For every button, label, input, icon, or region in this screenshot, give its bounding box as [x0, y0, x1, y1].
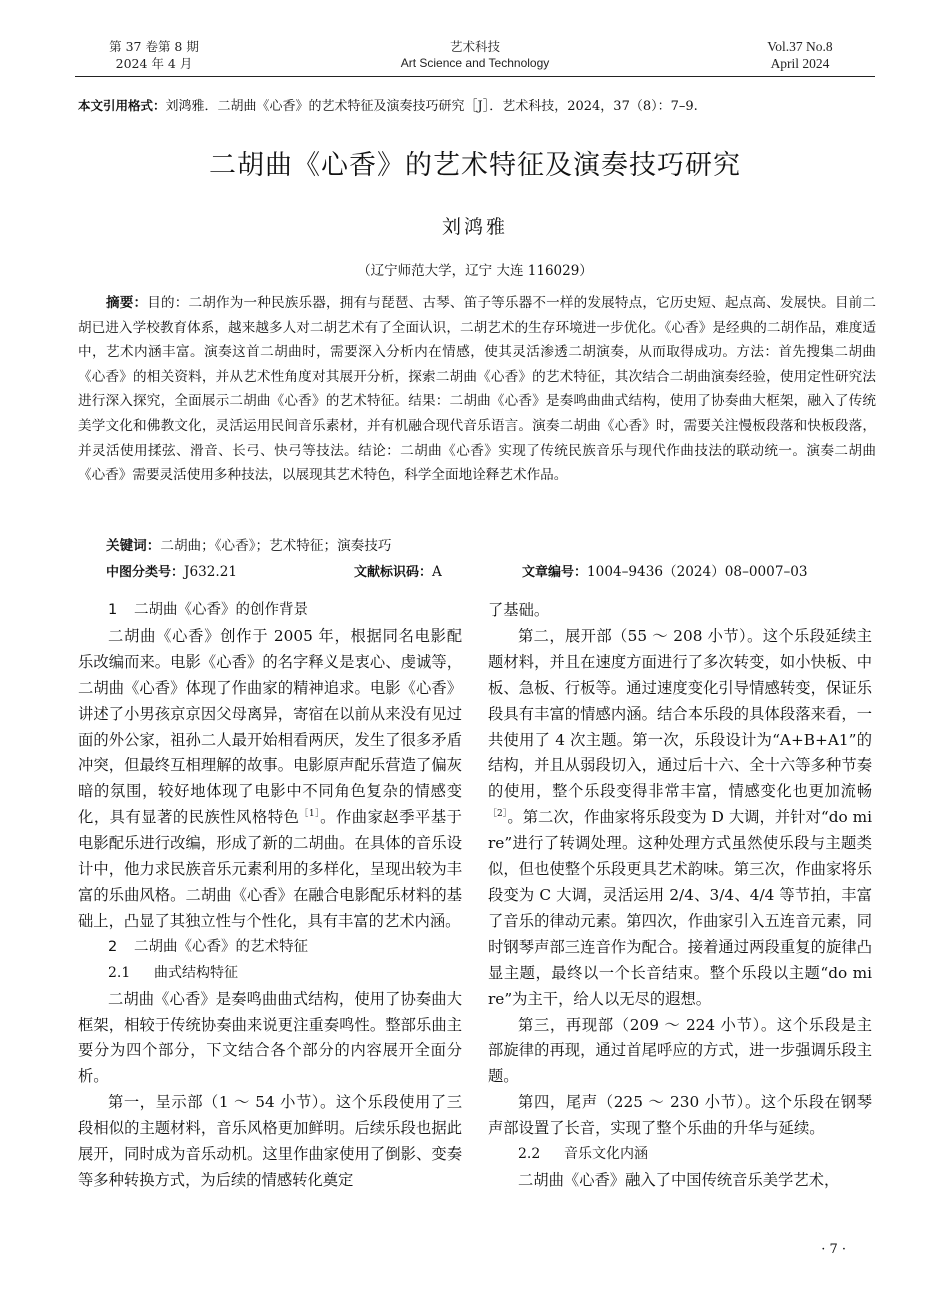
journal-name	[340, 38, 610, 72]
section-2-1-title: 曲式结构特征	[154, 964, 238, 981]
section-2-1-number: 2.1	[108, 964, 131, 981]
citation-label: 本文引用格式：	[78, 98, 166, 113]
abstract	[78, 291, 876, 488]
issue-date-line: 2024 年 4 月	[115, 56, 193, 71]
author-name: 刘鸿雅	[441, 216, 508, 238]
section-1-paragraph	[78, 624, 462, 935]
citation-ref-2: ［2］	[488, 809, 508, 820]
journal-name-en: Art Science and Technology	[400, 56, 550, 70]
section-2-1-paragraph: 二胡曲《心香》是奏鸣曲曲式结构，使用了协奏曲大框架，相较于传统协奏曲来说更注重奏鸣性。整部乐曲主要分为四个部分，下文结合各个部分的内容展开全面分析。	[78, 989, 462, 1086]
citation-text: 刘鸿雅．二胡曲《心香》的艺术特征及演奏技巧研究［J］．艺术科技，2024，37（8）：7–9.	[165, 99, 698, 114]
keywords-text: 二胡曲；《心香》；艺术特征；演奏技巧	[160, 538, 392, 554]
citation-ref-1: ［1］	[299, 809, 321, 820]
body-column-right	[488, 598, 872, 1194]
abstract-text: 目的：二胡作为一种民族乐器，拥有与琵琶、古琴、笛子等乐器不一样的发展特点，它历史短、起点高、发展快。目前二胡已进入学校教育体系，越来越多人对二胡艺术有了全面认识，二胡艺术的生存环境进一步优化。《心香》是经典的二胡作品，难度适中，艺术内涵丰富。演奏这首二胡曲时，需要深入分析内在情感，使其灵活渗透二胡演奏，从而取得成功。方法：首先搜集二胡曲《心香》的相关资料，并从艺术性角度对其展开分析，探索二胡曲《心香》的艺术特征，其次结合二胡曲演奏经验，使用定性研究法进行深入探究，全面展示二胡曲《心香》的艺术特征。结果：二胡曲《心香》是奏鸣曲曲式结构，使用了协奏曲大框架，融入了传统美学文化和佛教文化，灵活运用民间音乐素材，并有机融合现代音乐语言。演奏二胡曲《心香》时，需要关注慢板段落和快板段落，并灵活使用揉弦、滑音、长弓、快弓等技法。结论：二胡曲《心香》实现了传统民族音乐与现代作曲技法的联动统一。演奏二胡曲《心香》需要灵活使用多种技法，以展现其艺术特色，科学全面地诠释艺术作品。	[78, 295, 877, 484]
paper-title: 二胡曲《心香》的艺术特征及演奏技巧研究	[209, 150, 741, 181]
citation-line	[78, 96, 878, 117]
journal-volume-issue	[106, 38, 202, 72]
paragraph-text: 。第二次，作曲家将乐段变为 D 大调，并针对“do mi re”进行了转调处理。这种处理方式虽然使乐段与主题类似，但也使整个乐段更具艺术韵味。第三次，作曲家将乐段变为 C 大调，灵活运用 2/4、3/4、4/4 等节拍，丰富了音乐的律动元素。第四次，作曲家引入五连音元素，同时钢琴声部三连音作为配合。接着通过两段重复的旋律凸显主题，最终以一个长音结束。整个乐段以主题“do mi re”为主干，给人以无尽的遐想。	[488, 808, 872, 1008]
section-2-2-title: 音乐文化内涵	[564, 1146, 648, 1163]
section-2-1-heading	[78, 961, 462, 987]
author-affiliation: （辽宁师范大学，辽宁 大连 116029）	[357, 263, 593, 279]
keywords	[106, 535, 391, 557]
clc-number	[106, 561, 237, 584]
article-number	[522, 561, 808, 584]
clc-value: J632.21	[184, 564, 238, 580]
section-2-2-heading	[488, 1142, 872, 1168]
section-1-title: 二胡曲《心香》的创作背景	[134, 602, 308, 618]
keywords-label: 关键词：	[106, 538, 161, 554]
volume-en-line: Vol.37 No.8	[767, 39, 833, 54]
section-2-1-paragraph: 第四，尾声（225 ～ 230 小节）。这个乐段在钢琴声部设置了长音，实现了整个乐曲的升华与延续。	[488, 1093, 872, 1138]
date-en-line: April 2024	[770, 56, 830, 71]
section-2-2-paragraph: 二胡曲《心香》融入了中国传统音乐美学艺术，	[518, 1170, 840, 1189]
article-number-label: 文章编号：	[522, 565, 588, 580]
volume-issue-line: 第 37 卷第 8 期	[109, 39, 199, 54]
document-code	[354, 561, 442, 584]
section-2-1-paragraph: 第一，呈示部（1 ～ 54 小节）。这个乐段使用了三段相似的主题材料，音乐风格更加鲜明。后续乐段也据此展开，同时成为音乐动机。这里作曲家使用了倒影、变奏等多种转换方式，为后续的情感转化奠定	[78, 1093, 462, 1189]
section-2-1-paragraph: 第三，再现部（209 ～ 224 小节）。这个乐段是主部旋律的再现，通过首尾呼应的方式，进一步强调乐段主题。	[488, 1015, 872, 1086]
body-column-left	[78, 598, 462, 1194]
journal-volume-en	[740, 38, 860, 72]
section-2-title: 二胡曲《心香》的艺术特征	[134, 938, 308, 955]
abstract-label: 摘要：	[106, 295, 148, 311]
section-2-1-paragraph	[488, 624, 872, 1013]
section-1-number: 1	[108, 602, 118, 618]
article-number-value: 1004–9436（2024）08–0007–03	[587, 564, 808, 580]
paragraph-text: 。作曲家赵季平基于电影配乐进行改编，形成了新的二胡曲。在具体的音乐设计中，他力求民族音乐元素利用的多样化，呈现出较为丰富的乐曲风格。二胡曲《心香》在融合电影配乐材料的基础上，凸显了其独立性与个性化，具有丰富的艺术内涵。	[78, 808, 462, 930]
document-code-label: 文献标识码：	[354, 565, 433, 580]
paragraph-text: 第二，展开部（55 ～ 208 小节）。这个乐段延续主题材料，并且在速度方面进行了多次转变，如小快板、中板、急板、行板等。通过速度变化引导情感转变，保证乐段具有丰富的情感内涵。结合本乐段的具体段落来看，一共使用了 4 次主题。第一次，乐段设计为“A+B+A1”的结构，并且从弱段切入，通过后十六、全十六等多种节奏的使用，整个乐段变得非常丰富，情感变化也更加流畅	[488, 626, 872, 801]
section-2-2-number: 2.2	[518, 1146, 541, 1163]
section-1-heading	[78, 598, 462, 624]
clc-label: 中图分类号：	[106, 565, 185, 580]
paragraph-text: 二胡曲《心香》创作于 2005 年，根据同名电影配乐改编而来。电影《心香》的名字释义是衷心、虔诚等，二胡曲《心香》体现了作曲家的精神追求。电影《心香》讲述了小男孩京京因父母离异，寄宿在以前从来没有见过面的外公家，祖孙二人最开始相看两厌，发生了很多矛盾冲突，但最终互相理解的故事。电影原声配乐营造了偏灰暗的氛围，较好地体现了电影中不同角色复杂的情感变化，具有显著的民族性风格特色	[78, 626, 462, 827]
paragraph-continuation: 了基础。	[488, 601, 550, 619]
section-2-heading	[78, 935, 462, 961]
header-rule	[75, 76, 875, 77]
document-code-value: A	[432, 564, 442, 580]
section-2-number: 2	[108, 938, 118, 955]
page-number: · 7 ·	[821, 1242, 846, 1257]
journal-name-cn: 艺术科技	[449, 39, 500, 54]
